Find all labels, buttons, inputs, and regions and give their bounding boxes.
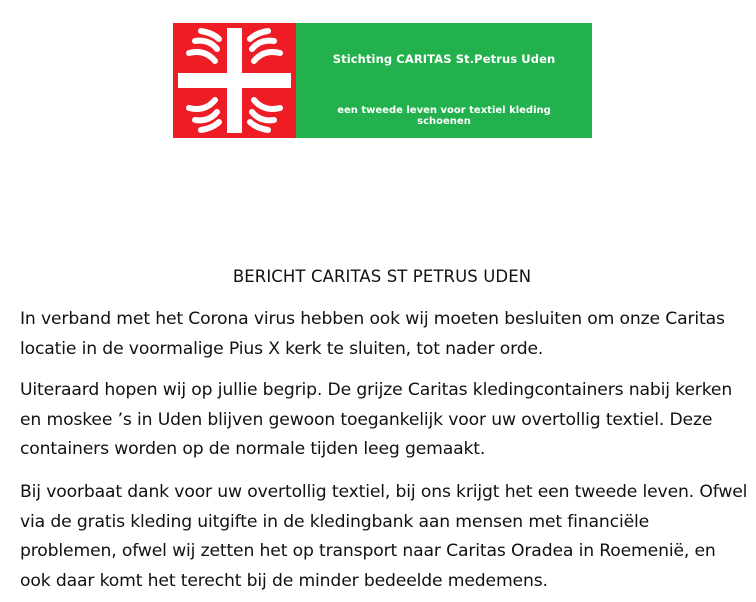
banner-slogan: een tweede leven voor textiel kleding schoenen — [337, 105, 551, 127]
page-title: BERICHT CARITAS ST PETRUS UDEN — [232, 267, 532, 286]
paragraph-closure-notice: In verband met het Corona virus hebben ook wij moeten besluiten om onze Caritas locatie in de voormalige Pius X kerk te sluiten, tot nader orde. — [20, 309, 725, 359]
paragraph-thanks: Bij voorbaat dank voor uw overtollig textiel, bij ons krijgt het een tweede leven. Ofwel via de gratis kleding uitgifte in de kledingbank aan mensen met financiële problemen, ofwel wij zetten het op transport naar Caritas Oradea in Roemenië, en ook daar komt het terecht bij de minder bedeelde medemens. — [20, 482, 748, 591]
caritas-logo — [173, 23, 296, 138]
paragraph-containers-info: Uiteraard hopen wij op jullie begrip. De grijze Caritas kledingcontainers nabij kerken en moskee ’s in Uden blijven gewoon toegankelijk voor uw overtollig textiel. Deze containers worden op de normale tijden leeg gemaakt. — [20, 380, 733, 459]
caritas-banner — [173, 23, 592, 138]
caritas-cross-icon — [173, 23, 296, 138]
banner-text-panel — [296, 23, 592, 138]
organization-name: Stichting CARITAS St.Petrus Uden — [332, 52, 556, 66]
